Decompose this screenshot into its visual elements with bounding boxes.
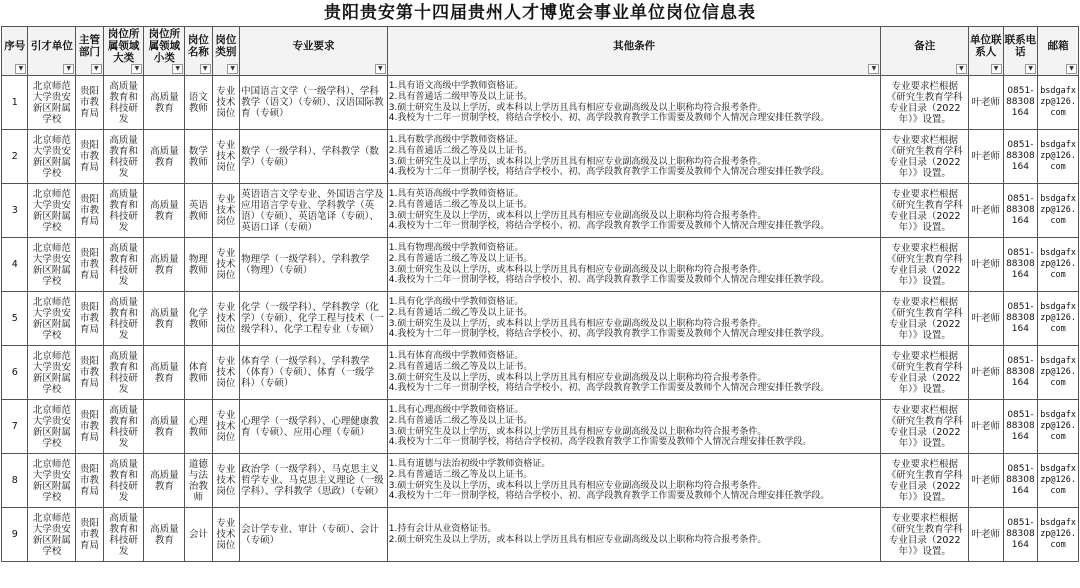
major-category-cell[interactable]: 高质量教育和科技研发 bbox=[103, 292, 144, 346]
col-header-dept bbox=[76, 27, 103, 76]
email-cell[interactable]: bsdgafxzp@126.com bbox=[1038, 292, 1079, 346]
filter-dropdown-icon[interactable]: ▼ bbox=[1066, 64, 1077, 74]
contact-cell[interactable]: 叶老师 bbox=[968, 346, 1003, 400]
header-label: 单位联系人 bbox=[970, 34, 1002, 58]
condition-line: 2.具有普通话二级乙等及以上证书。 bbox=[388, 199, 533, 210]
post-type-cell[interactable]: 专业技术岗位 bbox=[212, 292, 239, 346]
major-category-cell[interactable]: 高质量教育和科技研发 bbox=[103, 454, 144, 508]
post-name-cell[interactable]: 会计 bbox=[185, 508, 212, 562]
row-number-cell[interactable]: 9 bbox=[2, 508, 28, 562]
table-row bbox=[2, 508, 1079, 562]
unit-cell[interactable]: 北京师范大学贵安新区附属学校 bbox=[28, 238, 76, 292]
col-header-other-conditions bbox=[387, 27, 881, 76]
major-requirement-cell[interactable]: 数学（一级学科）、学科教学（数学）（专硕） bbox=[240, 130, 388, 184]
phone-cell[interactable]: 0851-88308164 bbox=[1003, 292, 1038, 346]
table-row bbox=[2, 130, 1079, 184]
condition-line: 3.硕士研究生及以上学历，或本科以上学历且具有相应专业副高级及以上职称均符合报考条件。 bbox=[388, 156, 767, 167]
document-title: 贵阳贵安第十四届贵州人才博览会事业单位岗位信息表 bbox=[324, 3, 756, 23]
phone-cell[interactable]: 0851-88308164 bbox=[1003, 454, 1038, 508]
other-conditions-cell[interactable] bbox=[387, 454, 881, 508]
notes-cell[interactable]: 专业要求栏根据《研究生教育学科专业目录（2022年）》设置。 bbox=[881, 238, 969, 292]
col-header-email bbox=[1038, 27, 1079, 76]
filter-dropdown-icon[interactable]: ▼ bbox=[375, 64, 386, 74]
table-row bbox=[2, 238, 1079, 292]
major-requirement-cell[interactable]: 英语语言文学专业、外国语言学及应用语言学专业、学科教学（英语）（专硕）、英语笔译（专硕）、英语口译（专硕） bbox=[240, 184, 388, 238]
filter-dropdown-icon[interactable]: ▼ bbox=[227, 64, 238, 74]
header-label: 引才单位 bbox=[30, 40, 73, 52]
condition-line: 1.具有语文高级中学教师资格证。 bbox=[388, 80, 524, 91]
condition-line: 3.硕士研究生及以上学历，或本科以上学历且具有相应专业副高级及以上职称均符合报考条件。 bbox=[388, 264, 767, 275]
header-row bbox=[2, 27, 1079, 76]
major-requirement-cell[interactable]: 心理学（一级学科）、心理健康教育（专硕）、应用心理（专硕） bbox=[240, 400, 388, 454]
row-number-cell[interactable]: 6 bbox=[2, 346, 28, 400]
email-cell[interactable]: bsdgafxzp@126.com bbox=[1038, 346, 1079, 400]
row-number-cell[interactable]: 4 bbox=[2, 238, 28, 292]
condition-line: 1.具有体育高级中学教师资格证。 bbox=[388, 350, 524, 361]
email-cell[interactable]: bsdgafxzp@126.com bbox=[1038, 454, 1079, 508]
condition-line: 4.我校为十二年一贯制学校，将结合学校小、初、高学段教育教学工作需要及教师个人情况合理安排任教学段。 bbox=[388, 275, 830, 286]
post-name-cell[interactable]: 心理教师 bbox=[185, 400, 212, 454]
condition-line: 1.具有物理高级中学教师资格证。 bbox=[388, 242, 524, 253]
table-row bbox=[2, 400, 1079, 454]
table-row bbox=[2, 184, 1079, 238]
filter-dropdown-icon[interactable]: ▼ bbox=[172, 64, 183, 74]
job-info-table bbox=[1, 26, 1079, 562]
unit-cell[interactable]: 北京师范大学贵安新区附属学校 bbox=[28, 130, 76, 184]
post-type-cell[interactable]: 专业技术岗位 bbox=[212, 184, 239, 238]
post-name-cell[interactable]: 物理教师 bbox=[185, 238, 212, 292]
condition-line: 4.我校为十二年一贯制学校，将结合学校初、高学段教育教学工作需要及教师个人情况合理安排任教学段。 bbox=[388, 437, 812, 448]
email-cell[interactable]: bsdgafxzp@126.com bbox=[1038, 184, 1079, 238]
row-number-cell[interactable]: 2 bbox=[2, 130, 28, 184]
unit-cell[interactable]: 北京师范大学贵安新区附属学校 bbox=[28, 184, 76, 238]
other-conditions-cell[interactable] bbox=[387, 184, 881, 238]
condition-line: 2.具有普通话二级甲等及以上证书。 bbox=[388, 91, 533, 102]
table-row bbox=[2, 292, 1079, 346]
post-type-cell[interactable]: 专业技术岗位 bbox=[212, 130, 239, 184]
notes-cell[interactable]: 专业要求栏根据《研究生教育学科专业目录（2022年）》设置。 bbox=[881, 184, 969, 238]
minor-category-cell[interactable]: 高质量教育 bbox=[144, 184, 185, 238]
row-number-cell[interactable]: 1 bbox=[2, 76, 28, 130]
phone-cell[interactable]: 0851-88308164 bbox=[1003, 400, 1038, 454]
filter-dropdown-icon[interactable]: ▼ bbox=[200, 64, 211, 74]
contact-cell[interactable]: 叶老师 bbox=[968, 130, 1003, 184]
header-label: 联系电话 bbox=[1004, 34, 1037, 58]
condition-line: 3.硕士研究生及以上学历，或本科以上学历且具有相应专业副高级及以上职称均符合报考条件。 bbox=[388, 102, 767, 113]
email-cell[interactable]: bsdgafxzp@126.com bbox=[1038, 238, 1079, 292]
condition-line: 1.具有英语高级中学教师资格证。 bbox=[388, 188, 524, 199]
unit-cell[interactable]: 北京师范大学贵安新区附属学校 bbox=[28, 346, 76, 400]
phone-cell[interactable]: 0851-88308164 bbox=[1003, 508, 1038, 562]
major-category-cell[interactable]: 高质量教育和科技研发 bbox=[103, 346, 144, 400]
phone-cell[interactable]: 0851-88308164 bbox=[1003, 238, 1038, 292]
row-number-cell[interactable]: 3 bbox=[2, 184, 28, 238]
major-category-cell[interactable]: 高质量教育和科技研发 bbox=[103, 130, 144, 184]
dept-cell[interactable]: 贵阳市教育局 bbox=[76, 238, 103, 292]
dept-cell[interactable]: 贵阳市教育局 bbox=[76, 346, 103, 400]
post-type-cell[interactable]: 专业技术岗位 bbox=[212, 76, 239, 130]
col-header-minor-category bbox=[144, 27, 185, 76]
major-category-cell[interactable]: 高质量教育和科技研发 bbox=[103, 76, 144, 130]
major-category-cell[interactable]: 高质量教育和科技研发 bbox=[103, 400, 144, 454]
post-type-cell[interactable]: 专业技术岗位 bbox=[212, 238, 239, 292]
dept-cell[interactable]: 贵阳市教育局 bbox=[76, 400, 103, 454]
condition-line: 1.具有数学高级中学教师资格证。 bbox=[388, 134, 524, 145]
condition-line: 3.硕士研究生及以上学历，或本科以上学历且具有相应专业副高级及以上职称均符合报考条件。 bbox=[388, 210, 767, 221]
header-label: 岗位所属领域大类 bbox=[107, 28, 140, 64]
contact-cell[interactable]: 叶老师 bbox=[968, 454, 1003, 508]
email-cell[interactable]: bsdgafxzp@126.com bbox=[1038, 130, 1079, 184]
post-type-cell[interactable]: 专业技术岗位 bbox=[212, 454, 239, 508]
header-label: 邮箱 bbox=[1047, 40, 1069, 52]
row-number-cell[interactable]: 5 bbox=[2, 292, 28, 346]
phone-cell[interactable]: 0851-88308164 bbox=[1003, 184, 1038, 238]
condition-line: 4.我校为十二年一贯制学校，将结合学校小、初、高学段教育教学工作需要及教师个人情况合理安排任教学段。 bbox=[388, 329, 830, 340]
header-label: 备注 bbox=[914, 40, 936, 52]
minor-category-cell[interactable]: 高质量教育 bbox=[144, 292, 185, 346]
major-category-cell[interactable]: 高质量教育和科技研发 bbox=[103, 184, 144, 238]
other-conditions-cell[interactable] bbox=[387, 130, 881, 184]
major-requirement-cell[interactable]: 体育学（一级学科）、学科教学（体育）（专硕）、体育（一级学科）（专硕） bbox=[240, 346, 388, 400]
minor-category-cell[interactable]: 高质量教育 bbox=[144, 76, 185, 130]
notes-cell[interactable]: 专业要求栏根据《研究生教育学科专业目录（2022年）》设置。 bbox=[881, 508, 969, 562]
other-conditions-cell[interactable] bbox=[387, 238, 881, 292]
email-cell[interactable]: bsdgafxzp@126.com bbox=[1038, 400, 1079, 454]
header-label: 岗位所属领域小类 bbox=[148, 28, 181, 64]
condition-line: 4.我校为十二年一贯制学校，将结合学校小、初、高学段教育教学工作需要及教师个人情况合理安排任教学段。 bbox=[388, 383, 830, 394]
unit-cell[interactable]: 北京师范大学贵安新区附属学校 bbox=[28, 400, 76, 454]
filter-dropdown-icon[interactable]: ▼ bbox=[91, 64, 102, 74]
notes-cell[interactable]: 专业要求栏根据《研究生教育学科专业目录（2022年）》设置。 bbox=[881, 400, 969, 454]
major-requirement-cell[interactable]: 化学（一级学科）、学科教学（化学）（专硕）、化学工程与技术（一级学科）、化学工程专业（专硕） bbox=[240, 292, 388, 346]
post-name-cell[interactable]: 语文教师 bbox=[185, 76, 212, 130]
unit-cell[interactable]: 北京师范大学贵安新区附属学校 bbox=[28, 508, 76, 562]
post-name-cell[interactable]: 化学教师 bbox=[185, 292, 212, 346]
minor-category-cell[interactable]: 高质量教育 bbox=[144, 346, 185, 400]
major-requirement-cell[interactable]: 物理学（一级学科）、学科教学（物理）（专硕） bbox=[240, 238, 388, 292]
condition-line: 1.持有会计从业资格证书。 bbox=[388, 523, 497, 534]
condition-line: 4.我校为十二年一贯制学校，将结合学校小、初、高学段教育教学工作需要及教师个人情况合理安排任教学段。 bbox=[388, 167, 830, 178]
condition-line: 1.具有化学高级中学教师资格证。 bbox=[388, 296, 524, 307]
col-header-no bbox=[2, 27, 28, 76]
phone-cell[interactable]: 0851-88308164 bbox=[1003, 76, 1038, 130]
contact-cell[interactable]: 叶老师 bbox=[968, 292, 1003, 346]
notes-cell[interactable]: 专业要求栏根据《研究生教育学科专业目录（2022年）》设置。 bbox=[881, 454, 969, 508]
unit-cell[interactable]: 北京师范大学贵安新区附属学校 bbox=[28, 292, 76, 346]
other-conditions-cell[interactable] bbox=[387, 508, 881, 562]
notes-cell[interactable]: 专业要求栏根据《研究生教育学科专业目录（2022年）》设置。 bbox=[881, 292, 969, 346]
condition-line: 3.硕士研究生及以上学历，或本科以上学历且具有相应专业副高级及以上职称均符合报考条件。 bbox=[388, 372, 767, 383]
col-header-notes bbox=[881, 27, 969, 76]
post-name-cell[interactable]: 体育教师 bbox=[185, 346, 212, 400]
post-name-cell[interactable]: 数学教师 bbox=[185, 130, 212, 184]
minor-category-cell[interactable]: 高质量教育 bbox=[144, 400, 185, 454]
table-row bbox=[2, 454, 1079, 508]
condition-line: 2.具有普通话二级乙等及以上证书。 bbox=[388, 253, 533, 264]
contact-cell[interactable]: 叶老师 bbox=[968, 76, 1003, 130]
condition-line: 2.具有普通话二级乙等及以上证书。 bbox=[388, 469, 533, 480]
major-category-cell[interactable]: 高质量教育和科技研发 bbox=[103, 508, 144, 562]
post-name-cell[interactable]: 英语教师 bbox=[185, 184, 212, 238]
table-row bbox=[2, 346, 1079, 400]
header-label: 专业要求 bbox=[292, 40, 335, 52]
minor-category-cell[interactable]: 高质量教育 bbox=[144, 238, 185, 292]
col-header-unit bbox=[28, 27, 76, 76]
header-label: 主管部门 bbox=[79, 34, 101, 58]
filter-dropdown-icon[interactable]: ▼ bbox=[991, 64, 1002, 74]
phone-cell[interactable]: 0851-88308164 bbox=[1003, 346, 1038, 400]
contact-cell[interactable]: 叶老师 bbox=[968, 400, 1003, 454]
condition-line: 4.我校为十二年一贯制学校，将结合学校小、初、高学段教育教学工作需要及教师个人情况合理安排任教学段。 bbox=[388, 491, 830, 502]
condition-line: 3.硕士研究生及以上学历，或本科以上学历且具有相应专业副高级及以上职称均符合报考条件。 bbox=[388, 318, 767, 329]
contact-cell[interactable]: 叶老师 bbox=[968, 184, 1003, 238]
condition-line: 4.我校为十二年一贯制学校，将结合学校小、初、高学段教育教学工作需要及教师个人情况合理安排任教学段。 bbox=[388, 221, 830, 232]
dept-cell[interactable]: 贵阳市教育局 bbox=[76, 454, 103, 508]
other-conditions-cell[interactable] bbox=[387, 76, 881, 130]
other-conditions-cell[interactable] bbox=[387, 346, 881, 400]
post-type-cell[interactable]: 专业技术岗位 bbox=[212, 508, 239, 562]
row-number-cell[interactable]: 8 bbox=[2, 454, 28, 508]
condition-line: 2.具有普通话二级乙等及以上证书。 bbox=[388, 415, 533, 426]
post-type-cell[interactable]: 专业技术岗位 bbox=[212, 400, 239, 454]
filter-dropdown-icon[interactable]: ▼ bbox=[63, 64, 74, 74]
email-cell[interactable]: bsdgafxzp@126.com bbox=[1038, 508, 1079, 562]
dept-cell[interactable]: 贵阳市教育局 bbox=[76, 508, 103, 562]
contact-cell[interactable]: 叶老师 bbox=[968, 238, 1003, 292]
condition-line: 3.硕士研究生及以上学历，或本科以上学历且具有相应专业副高级及以上职称均符合报考条件。 bbox=[388, 480, 767, 491]
major-category-cell[interactable]: 高质量教育和科技研发 bbox=[103, 238, 144, 292]
notes-cell[interactable]: 专业要求栏根据《研究生教育学科专业目录（2022年）》设置。 bbox=[881, 130, 969, 184]
col-header-major-requirement bbox=[240, 27, 388, 76]
filter-dropdown-icon[interactable]: ▼ bbox=[956, 64, 967, 74]
header-label: 序号 bbox=[4, 40, 26, 52]
condition-line: 2.具有普通话二级乙等及以上证书。 bbox=[388, 145, 533, 156]
major-requirement-cell[interactable]: 会计学专业、审计（专硕）、会计（专硕） bbox=[240, 508, 388, 562]
filter-dropdown-icon[interactable]: ▼ bbox=[131, 64, 142, 74]
minor-category-cell[interactable]: 高质量教育 bbox=[144, 508, 185, 562]
notes-cell[interactable]: 专业要求栏根据《研究生教育学科专业目录（2022年）》设置。 bbox=[881, 76, 969, 130]
other-conditions-cell[interactable] bbox=[387, 292, 881, 346]
other-conditions-cell[interactable] bbox=[387, 400, 881, 454]
table-body bbox=[2, 76, 1079, 562]
condition-line: 1.具有道德与法治初级中学教师资格证。 bbox=[388, 458, 551, 469]
filter-dropdown-icon[interactable]: ▼ bbox=[868, 64, 879, 74]
col-header-major-category bbox=[103, 27, 144, 76]
filter-dropdown-icon[interactable]: ▼ bbox=[1025, 64, 1036, 74]
minor-category-cell[interactable]: 高质量教育 bbox=[144, 130, 185, 184]
condition-line: 1.具有心理高级中学教师资格证。 bbox=[388, 404, 524, 415]
col-header-contact bbox=[968, 27, 1003, 76]
dept-cell[interactable]: 贵阳市教育局 bbox=[76, 292, 103, 346]
header-label: 其他条件 bbox=[613, 40, 656, 52]
dept-cell[interactable]: 贵阳市教育局 bbox=[76, 76, 103, 130]
condition-line: 3.硕士研究生及以上学历，或本科以上学历且具有相应专业副高级及以上职称均符合报考条件。 bbox=[388, 426, 767, 437]
table-row bbox=[2, 76, 1079, 130]
major-requirement-cell[interactable]: 政治学（一级学科）、马克思主义哲学专业、马克思主义理论（一级学科）、学科教学（思政）（专硕） bbox=[240, 454, 388, 508]
unit-cell[interactable]: 北京师范大学贵安新区附属学校 bbox=[28, 76, 76, 130]
notes-cell[interactable]: 专业要求栏根据《研究生教育学科专业目录（2022年）》设置。 bbox=[881, 346, 969, 400]
major-requirement-cell[interactable]: 中国语言文学（一级学科）、学科教学（语文）（专硕）、汉语国际教育（专硕） bbox=[240, 76, 388, 130]
filter-dropdown-icon[interactable]: ▼ bbox=[15, 64, 26, 74]
condition-line: 2.硕士研究生及以上学历，或本科以上学历且具有相应专业副高级及以上职称均符合报考条件。 bbox=[388, 534, 767, 545]
header-label: 岗位名称 bbox=[187, 34, 209, 58]
header-label: 岗位类别 bbox=[215, 34, 237, 58]
condition-line: 2.具有普通话二级乙等及以上证书。 bbox=[388, 361, 533, 372]
dept-cell[interactable]: 贵阳市教育局 bbox=[76, 130, 103, 184]
row-number-cell[interactable]: 7 bbox=[2, 400, 28, 454]
col-header-phone bbox=[1003, 27, 1038, 76]
col-header-post-name bbox=[185, 27, 212, 76]
contact-cell[interactable]: 叶老师 bbox=[968, 508, 1003, 562]
condition-line: 4.我校为十二年一贯制学校，将结合学校小、初、高学段教育教学工作需要及教师个人情况合理安排任教学段。 bbox=[388, 113, 830, 124]
condition-line: 2.具有普通话二级乙等及以上证书。 bbox=[388, 307, 533, 318]
unit-cell[interactable]: 北京师范大学贵安新区附属学校 bbox=[28, 454, 76, 508]
phone-cell[interactable]: 0851-88308164 bbox=[1003, 130, 1038, 184]
col-header-post-type bbox=[212, 27, 239, 76]
post-name-cell[interactable]: 道德与法治教师 bbox=[185, 454, 212, 508]
dept-cell[interactable]: 贵阳市教育局 bbox=[76, 184, 103, 238]
post-type-cell[interactable]: 专业技术岗位 bbox=[212, 346, 239, 400]
minor-category-cell[interactable]: 高质量教育 bbox=[144, 454, 185, 508]
email-cell[interactable]: bsdgafxzp@126.com bbox=[1038, 76, 1079, 130]
